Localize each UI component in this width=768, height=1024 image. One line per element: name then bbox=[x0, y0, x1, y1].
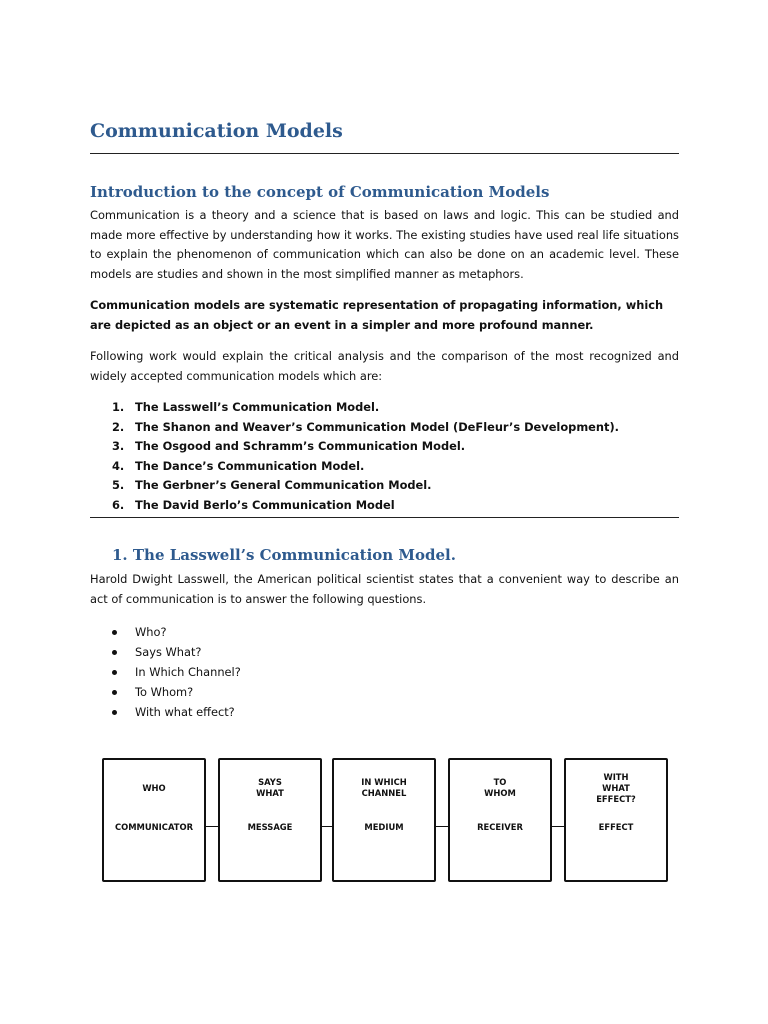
diagram-box-who bbox=[102, 758, 206, 882]
definition-paragraph: Communication models are systematic representation of propagating information, which are depicted as an object or an event in a simpler and more profound manner. bbox=[90, 298, 664, 332]
box-element: RECEIVER bbox=[477, 822, 523, 832]
models-list bbox=[90, 398, 679, 515]
list-item: 6. The David Berlo’s Communication Model bbox=[112, 497, 395, 512]
list-item: Says What? bbox=[90, 642, 241, 662]
arrow-icon bbox=[552, 826, 564, 827]
page-title: Communication Models bbox=[90, 120, 343, 142]
list-item: 3. The Osgood and Schramm’s Communication Model. bbox=[112, 439, 466, 453]
title-divider bbox=[90, 153, 679, 154]
box-element: MESSAGE bbox=[247, 822, 293, 832]
questions-list bbox=[90, 622, 241, 722]
list-item: 5. The Gerbner’s General Communication Model. bbox=[112, 478, 432, 492]
lasswell-paragraph: Harold Dwight Lasswell, the American political scientist states that a convenient way to describe an act of communication is to answer the following questions. bbox=[90, 572, 679, 606]
list-divider bbox=[90, 517, 679, 518]
bullet-icon bbox=[112, 630, 117, 635]
box-element: MEDIUM bbox=[364, 822, 404, 832]
box-question: SAYS WHAT bbox=[256, 777, 284, 798]
bullet-icon bbox=[112, 690, 117, 695]
arrow-icon bbox=[206, 826, 218, 827]
list-item: Who? bbox=[90, 622, 241, 642]
intro-heading: Introduction to the concept of Communication Models bbox=[90, 183, 550, 201]
diagram-box-channel bbox=[332, 758, 436, 882]
list-item: To Whom? bbox=[90, 682, 241, 702]
list-item: 1. The Lasswell’s Communication Model. bbox=[112, 400, 380, 414]
box-element: EFFECT bbox=[598, 822, 634, 832]
bullet-icon bbox=[112, 710, 117, 715]
lasswell-diagram bbox=[102, 758, 668, 882]
list-item: In Which Channel? bbox=[90, 662, 241, 682]
diagram-box-effect bbox=[564, 758, 668, 882]
following-paragraph: Following work would explain the critical analysis and the comparison of the most recognized and widely accepted communication models which are: bbox=[90, 349, 679, 383]
box-question: WITH WHAT EFFECT? bbox=[596, 771, 636, 804]
arrow-icon bbox=[322, 826, 332, 827]
diagram-box-to-whom bbox=[448, 758, 552, 882]
bullet-icon bbox=[112, 670, 117, 675]
lasswell-heading: 1. The Lasswell’s Communication Model. bbox=[112, 546, 456, 564]
list-item: With what effect? bbox=[90, 702, 241, 722]
box-question: TO WHOM bbox=[484, 777, 516, 798]
list-item: 4. The Dance’s Communication Model. bbox=[112, 458, 365, 473]
diagram-box-says-what bbox=[218, 758, 322, 882]
box-question: IN WHICH CHANNEL bbox=[361, 777, 407, 798]
box-question: WHO bbox=[142, 782, 166, 793]
arrow-icon bbox=[436, 826, 448, 827]
bullet-icon bbox=[112, 650, 117, 655]
box-element: COMMUNICATOR bbox=[114, 822, 194, 832]
list-item: 2. The Shanon and Weaver’s Communication Model (DeFleur’s Development). bbox=[112, 419, 619, 434]
intro-paragraph: Communication is a theory and a science that is based on laws and logic. This can be studied and made more effective by understanding how it works. The existing studies have used real life situations to explain the phenomenon of communication which can also be done on an academic level. These models are studies and shown in the most simplified manner as metaphors. bbox=[90, 208, 679, 281]
